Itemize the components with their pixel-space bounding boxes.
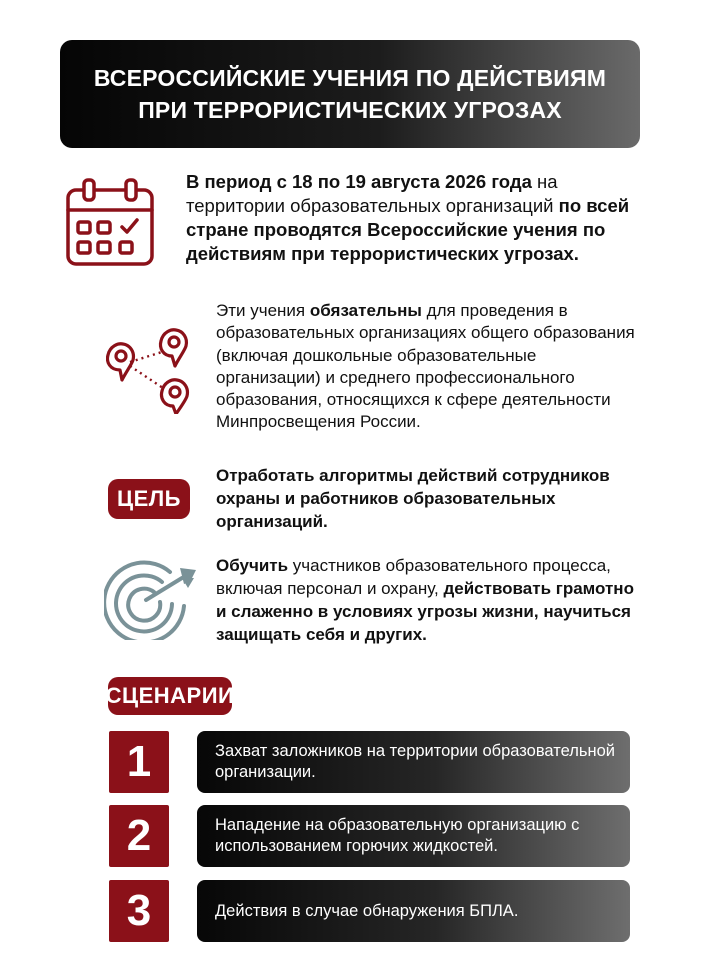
mandatory-paragraph	[216, 300, 636, 434]
intro-text: на территории образовательных организаций	[186, 171, 559, 216]
intro-dates: В период с 18 по 19 августа 2026 года	[186, 171, 532, 192]
goal-label: ЦЕЛЬ	[108, 479, 190, 519]
intro-paragraph	[186, 170, 646, 266]
goal-text-1: Отработать алгоритмы действий сотрудников охраны и работников образовательных организаций.	[216, 466, 610, 531]
scenario-text-2: Нападение на образовательную организацию с использованием горючих жидкостей.	[215, 816, 580, 855]
goal-text-2	[216, 554, 636, 646]
goal-2-emphasis-1: Обучить	[216, 556, 289, 575]
calendar-icon	[64, 176, 156, 268]
scenario-text-3: Действия в случае обнаружения БПЛА.	[215, 901, 519, 920]
map-pins-icon	[106, 322, 194, 414]
mandatory-text-start: Эти учения	[216, 301, 310, 320]
scenario-item-2	[197, 805, 630, 867]
page-title: ВСЕРОССИЙСКИЕ УЧЕНИЯ ПО ДЕЙСТВИЯМ ПРИ ТЕРРОРИСТИЧЕСКИХ УГРОЗАХ	[93, 65, 607, 123]
scenario-item-3	[197, 880, 630, 942]
scenario-number-1: 1	[109, 731, 169, 793]
target-icon	[104, 554, 200, 640]
scenarios-label: СЦЕНАРИИ	[108, 677, 232, 715]
scenario-text-1: Захват заложников на территории образовательной организации.	[215, 742, 615, 781]
mandatory-emphasis: обязательны	[309, 301, 422, 320]
goal-2-emphasis-2: действовать грамотно и слаженно в условиях угрозы жизни, научиться защищать себя и других.	[216, 579, 634, 644]
scenario-number-2: 2	[109, 805, 169, 867]
goal-2-text: участников образовательного процесса, включая персонал и охрану,	[216, 556, 611, 598]
intro-emphasis: по всей стране проводятся Всероссийские учения по действиям при террористических угрозах.	[186, 195, 630, 264]
scenario-item-1	[197, 731, 630, 793]
mandatory-text-end: для проведения в образовательных организациях общего образования (включая дошкольные образовательные организации) и среднего профессионального образования, относящихся к сфере деятельности Минпросвещения России.	[216, 301, 635, 432]
scenario-number-3: 3	[109, 880, 169, 942]
title-banner	[60, 40, 640, 148]
